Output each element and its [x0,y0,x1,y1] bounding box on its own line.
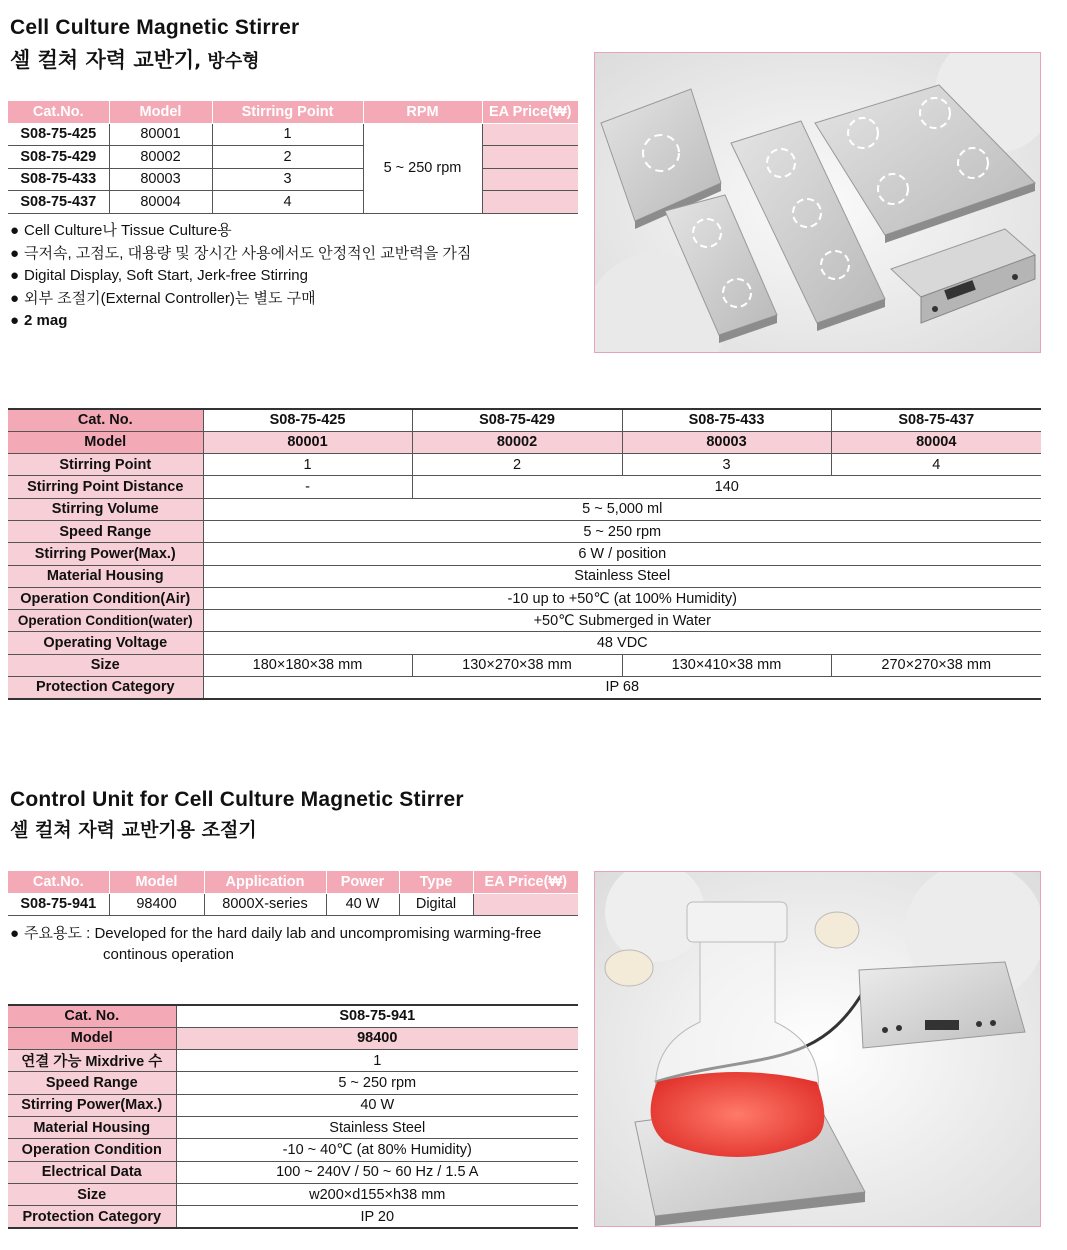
price-cell [482,191,578,214]
speed-value: 5 ~ 250 rpm [203,520,1041,542]
price-cell [482,168,578,191]
label-speed: Speed Range [8,520,203,542]
header-model: Model [109,871,204,893]
label-cat-no: Cat. No. [8,1005,176,1027]
label-housing: Material Housing [8,565,203,587]
header-type: Type [399,871,473,893]
header-rpm: RPM [363,101,482,123]
label-stirring-point: Stirring Point [8,454,203,476]
label-distance: Stirring Point Distance [8,476,203,498]
label-model: Model [8,431,203,453]
cat-no: S08-75-941 [8,893,109,916]
spec-row-electrical [8,1161,578,1183]
stirring-point: 4 [831,454,1041,476]
header-application: Application [204,871,326,893]
volume-value: 5 ~ 5,000 ml [203,498,1041,520]
electrical-value: 100 ~ 240V / 50 ~ 60 Hz / 1.5 A [176,1161,578,1183]
header-power: Power [326,871,399,893]
label-model: Model [8,1027,176,1049]
spec-row-stirring-point [8,454,1041,476]
order-table-stirrer [8,101,578,214]
spec-row-speed [8,1072,578,1094]
model: 80004 [109,191,212,214]
title-ko-suffix: , 방수형 [194,51,260,72]
model: 80003 [622,431,831,453]
spec-row-condition [8,1139,578,1161]
cat-no: S08-75-437 [8,191,109,214]
model: 80001 [109,123,212,146]
spec-row-size [8,1183,578,1205]
table-row [8,146,578,169]
air-value: -10 up to +50℃ (at 100% Humidity) [203,587,1041,609]
section2-title-ko: 셀 컬쳐 자력 교반기용 조절기 [10,819,257,841]
size-value: 180×180×38 mm [203,654,412,676]
spec-row-distance [8,476,1041,498]
label-volume: Stirring Volume [8,498,203,520]
table-row [8,168,578,191]
label-protection: Protection Category [8,1206,176,1228]
header-stirring-point: Stirring Point [212,101,363,123]
order-table-control-unit [8,871,578,916]
spec-row-cat [8,1005,578,1027]
model: 80002 [412,431,622,453]
product-photo-control-unit [594,871,1041,1227]
spec-row-cat [8,409,1041,431]
list-item: ● 극저속, 고점도, 대용량 및 장시간 사용에서도 안정적인 교반력을 가짐 [10,244,472,262]
price-cell [482,146,578,169]
housing-value: Stainless Steel [203,565,1041,587]
power-value: 40 W [176,1094,578,1116]
spec-row-air [8,587,1041,609]
label-size: Size [8,1183,176,1205]
stirring-point: 4 [212,191,363,214]
size-value: 130×410×38 mm [622,654,831,676]
model: 80001 [203,431,412,453]
protection-value: IP 20 [176,1206,578,1228]
label-cat-no: Cat. No. [8,409,203,431]
label-condition: Operation Condition [8,1139,176,1161]
header-model: Model [109,101,212,123]
price-cell [482,123,578,146]
voltage-value: 48 VDC [203,632,1041,654]
cat-no: S08-75-433 [622,409,831,431]
list-item: ● 2 mag [10,312,68,329]
power: 40 W [326,893,399,916]
product-photo-stirrers [594,52,1041,353]
spec-row-mixdrive [8,1050,578,1072]
header-price: EA Price(₩) [473,871,578,893]
label-housing: Material Housing [8,1116,176,1138]
spec-row-protection [8,1206,578,1228]
usage-line1: Developed for the hard daily lab and uncompromising warming-free [94,925,542,942]
spec-row-housing [8,565,1041,587]
type: Digital [399,893,473,916]
stirring-point: 2 [412,454,622,476]
label-mixdrive: 연결 가능 Mixdrive 수 [8,1050,176,1072]
power-value: 6 W / position [203,543,1041,565]
housing-value: Stainless Steel [176,1116,578,1138]
label-water: Operation Condition(water) [8,610,203,632]
size-value: 270×270×38 mm [831,654,1041,676]
protection-value: IP 68 [203,677,1041,699]
spec-row-water [8,610,1041,632]
label-protection: Protection Category [8,677,203,699]
usage-note: ● 주요용도 : Developed for the hard daily lab and uncompromising warming-free continous operation [10,923,585,966]
spec-row-speed [8,520,1041,542]
label-voltage: Operating Voltage [8,632,203,654]
list-item: ● Cell Culture나 Tissue Culture용 [10,222,232,239]
cat-no: S08-75-425 [8,123,109,146]
title-ko-main: 셀 컬쳐 자력 교반기 [10,48,195,72]
cat-no: S08-75-941 [176,1005,578,1027]
cat-no: S08-75-425 [203,409,412,431]
label-size: Size [8,654,203,676]
size-value: w200×d155×h38 mm [176,1183,578,1205]
model: 80004 [831,431,1041,453]
model: 80002 [109,146,212,169]
speed-value: 5 ~ 250 rpm [176,1072,578,1094]
section1-title-ko [10,44,260,74]
model: 80003 [109,168,212,191]
cat-no: S08-75-429 [412,409,622,431]
spec-row-model [8,431,1041,453]
rpm-value: 5 ~ 250 rpm [363,123,482,213]
cat-no: S08-75-433 [8,168,109,191]
spec-row-power [8,543,1041,565]
header-cat-no: Cat.No. [8,101,109,123]
label-air: Operation Condition(Air) [8,587,203,609]
cat-no: S08-75-437 [831,409,1041,431]
application: 8000X-series [204,893,326,916]
control-unit-image [595,872,1041,1227]
usage-line2: continous operation [103,945,234,963]
cat-no: S08-75-429 [8,146,109,169]
spec-row-model [8,1027,578,1049]
distance-value: - [203,476,412,498]
spec-table-control-unit [8,1004,578,1229]
label-power: Stirring Power(Max.) [8,1094,176,1116]
table-row [8,191,578,214]
list-item: ● 외부 조절기(External Controller)는 별도 구매 [10,289,316,307]
spec-row-power [8,1094,578,1116]
table-row [8,123,578,146]
spec-row-protection [8,677,1041,699]
section2-title-en: Control Unit for Cell Culture Magnetic Stirrer [10,788,464,811]
price-cell [473,893,578,916]
stirring-point: 3 [212,168,363,191]
model: 98400 [109,893,204,916]
stirring-point: 3 [622,454,831,476]
label-power: Stirring Power(Max.) [8,543,203,565]
order-table-header [8,871,578,893]
table-row [8,893,578,916]
distance-value: 140 [412,476,1041,498]
water-value: +50℃ Submerged in Water [203,610,1041,632]
list-item: ● Digital Display, Soft Start, Jerk-free Stirring [10,267,308,284]
spec-table-stirrer [8,408,1041,700]
stirring-point: 1 [212,123,363,146]
spec-row-housing [8,1116,578,1138]
model: 98400 [176,1027,578,1049]
label-speed: Speed Range [8,1072,176,1094]
size-value: 130×270×38 mm [412,654,622,676]
usage-label: 주요용도 : [24,925,91,942]
condition-value: -10 ~ 40℃ (at 80% Humidity) [176,1139,578,1161]
label-electrical: Electrical Data [8,1161,176,1183]
spec-row-volume [8,498,1041,520]
spec-row-voltage [8,632,1041,654]
spec-row-size [8,654,1041,676]
order-table-header [8,101,578,123]
header-cat-no: Cat.No. [8,871,109,893]
stirring-point: 1 [203,454,412,476]
feature-list [10,220,471,333]
header-price: EA Price(₩) [482,101,578,123]
stirring-point: 2 [212,146,363,169]
mixdrive-value: 1 [176,1050,578,1072]
stirrer-plates-image [595,53,1041,353]
section1-title-en: Cell Culture Magnetic Stirrer [10,16,300,39]
